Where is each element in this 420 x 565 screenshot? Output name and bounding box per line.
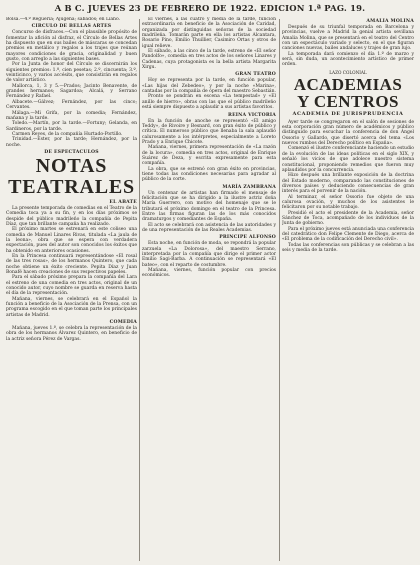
paragraph: El sábado, a las cinco de la tarde, estreno de «El señor Pandolfo», comedia en tres actos de los señores Linares y Cadenas, cuya protagonista es la bella artista Margarita Xirgu. <box>142 49 276 71</box>
paragraph: Ayer tarde se congregaron en el salón de sesiones de esta corporación gran número de académicos y público distinguido para escuchar la conferencia de don Ángel Ossorio y Gallardo, que disertó acerca del tema «Los nuevos rumbos del Derecho político en España». <box>282 119 414 147</box>
column-rule <box>279 19 280 561</box>
section-label: LAZO COLONIAL <box>329 69 367 75</box>
paragraph: Carmen Reyes, de la compañía Hurtado-Portillo. <box>12 131 123 137</box>
paragraph: Presidió el acto el presidente de la Academia, señor Sánchez de Toca, acompañado de los individuos de la Junta de gobierno. <box>282 210 414 227</box>
column-rule <box>139 19 140 561</box>
paragraph: Mañana, viernes, se celebrará en el Español la función a beneficio de la Asociación de la Prensa, con un programa escogido en el que toman parte los principales artistas de Madrid. <box>6 296 137 318</box>
section-subtitle: ACADEMIA DE JURISPRUDENCIA <box>292 110 404 117</box>
paragraph: Trinidad.—Ester, por la tarde; Hernández, por la noche. <box>6 137 137 148</box>
paragraph: La obra, que se estrenó con gran éxito en provincias, tiene todas las condiciones necesarias para agradar al público de la corte. <box>142 166 276 183</box>
column-1 <box>6 17 137 563</box>
column-2 <box>142 17 276 563</box>
section-title-line-1: ACADEMIAS <box>293 74 403 94</box>
paragraph: En la Princesa continuará representándose «El rosal de las tres rosas», de los hermanos Quintero, que cada noche obtiene un éxito creciente. Pepita Díaz y Juan Bonafé hacen creaciones de sus respectivos papeles. <box>6 254 137 276</box>
byline: EL ABATE <box>109 199 137 205</box>
section-heading: REINA VICTORIA <box>228 112 276 118</box>
paragraph: Hizo después una brillante exposición de la doctrina del Estado moderno, comparando las constituciones de diversos países y deduciendo consecuencias de gran interés para el porvenir de la nación. <box>282 173 414 195</box>
paragraph: La temporada dará comienzo el día 1.º de marzo y será, sin duda, un acontecimiento artístico de primer orden. <box>282 51 414 68</box>
paragraph: La presente temporada de comedias en el Teatro de la Comedia toca ya a su fin, y en los días próximos se despide del público madrileño la compañía de Pepita Díaz, que tan brillante campaña ha realizado. <box>6 205 137 227</box>
paragraph: Para el próximo jueves está anunciada una conferencia del catedrático don Felipe Clemente de Diego, acerca de «El problema de la codificación del Derecho civil». <box>282 226 414 243</box>
section-heading: GRAN TEATRO <box>235 72 276 78</box>
section-heading: CIRCULO DE BELLAS ARTES <box>31 24 112 30</box>
paragraph: El acto se celebrará con asistencia de las autoridades y de una representación de las Reales Academias. <box>142 222 276 234</box>
section-kicker: DE ESPECTACULOS <box>44 149 99 155</box>
paragraph: En la función de anoche se representó «El amigo Teddy», de Rivoire y Besnard, con gran éxito de público y crítica. El numeroso público que llenaba la sala aplaudió calurosamente a los intérpretes, especialmente a Loreto Prado y a Enrique Chicote. <box>142 118 276 145</box>
page-header: A B C. JUEVES 23 DE FEBRERO DE 1922. EDICION 1.ª PAG. 19. <box>54 3 366 13</box>
section-heading: MARÍA ZAMBRANA <box>222 184 276 190</box>
column-3 <box>282 17 414 563</box>
paragraph: Albacete.—Gálvez; Fernández, por las cinco; Cervantes. <box>6 99 137 111</box>
paragraph: Bolsa.—4.º Regueria; Ajugena; sabados; en Liaño. <box>6 17 121 22</box>
section-heading: PRINCIPE ALFONSO <box>219 235 276 241</box>
paragraph: Toledo.—Martín, por la tarde.—Fortuny; Gelanda, en Sardineros, por la tarde. <box>6 121 137 132</box>
paragraph: Mañana, jueves 1.º, se celebra la representación de la obra de los hermanos Álvarez Quintero, en beneficio de la actriz señora Pérez de Vargas. <box>6 326 137 342</box>
paragraph: Hoy se representa por la tarde, en función popular, «Las hijas del Zebedeo», y por la noche «Marina», cantadas por la compañía de ópera del maestro Sebastián. <box>142 78 276 95</box>
paragraph: Málaga.—Mi Grifa, por la comedia; Fernández, mañana y la tarde. <box>6 110 137 121</box>
section-title-line-2: Y CENTROS <box>297 91 399 111</box>
paragraph: Esta noche, en función de moda, se repondrá la popular zarzuela «La Dolorosa», del maestro Serrano, interpretada por la compañía que dirige el primer actor Emilio Sagi-Barba. A continuación se representará «El bateo», con el reparto de costumbre. <box>142 241 276 268</box>
paragraph: El viernes, a las cuatro y media de la tarde, función extraordinaria en beneficio de la Asociación de Caridad, organizada por distinguidas señoras de la sociedad madrileña. Tomarán parte en ella los artistas Alcantara, Rosario Pino, Emilio Thuillier, Casimiro Ortas y otros de igual relieve. <box>142 17 276 49</box>
paragraph: Mañana, viernes, función popular con precios económicos. <box>142 268 276 279</box>
columns <box>6 17 414 563</box>
paragraph: Un centenar de artistas han firmado el mensaje de felicitación que se ha dirigido a la ilustre actriz doña María Guerrero, con motivo del homenaje que se le tributará el próximo domingo en el teatro de la Princesa. Entre las firmas figuran las de los más conocidos dramaturgos y comediantes de España. <box>142 190 276 223</box>
paragraph: Mallorca, 1, 3 y 5.—Prados; Jacinto Benavente, de grandes hermanos; Sagardoa; Alcalá, y Serrano Fernández y Rafael. <box>6 83 137 100</box>
section-heading: COMEDIA <box>109 320 137 326</box>
paragraph: Comenzó el ilustre conferenciante haciendo un estudio de la evolución de las ideas políticas en el siglo XIX, y señaló los vicios de que adolece nuestro sistema constitucional, proponiendo remedios que fueron muy aplaudidos por la concurrencia. <box>282 146 414 173</box>
paragraph: Mañana, viernes, primera representación de «La razón de la locura», comedia en tres actos, original de Enrique Suárez de Deza, y escrita expresamente para esta compañía. <box>142 145 276 167</box>
paragraph: Pronto se pondrán en escena «La tempestad» y «El anillo de hierro», obras con las que el público madrileño está siempre dispuesto a aplaudir a sus artistas favoritos. <box>142 94 276 111</box>
paragraph: Después de su triunfal temporada en Barcelona y provincias, vuelve a Madrid la genial artista sevillana Amalia Molina, que se presentará en el teatro del Centro con un espectáculo variado y selecto, en el que figuran canciones nuevas, bailes andaluces y trajes de gran lujo. <box>282 25 414 52</box>
section-heading: AMALIA MOLINA <box>366 19 414 24</box>
paragraph: Concurso de disfraces.—Con el plausible propósito de fomentar la afición al disfraz, el Círculo de Bellas Artes ha dispuesto que en sus bailes de máscaras se concedan premios en metálico y regalos a los trajes que reúnan mayores condiciones de gracia, originalidad y buen gusto, con arreglo a las siguientes bases. <box>6 30 137 63</box>
paragraph: Por la Junta de honor del Círculo se discernirán los siguientes premios: 1.º, cien pesetas; 2.º, cincuenta; 3.º, veinticinco, y varios accésits, que consistirán en regalos de valor artístico. <box>6 62 137 84</box>
section-title: NOTAS TEATRALES <box>8 154 135 198</box>
paragraph: Todas las conferencias son públicas y se celebran a las seis y media de la tarde. <box>282 242 414 253</box>
paragraph: Para el sábado próximo prepara la compañía del Lara el estreno de una comedia en tres actos, original de un conocido autor, cuyo nombre se guarda en reserva hasta el día de la representación. <box>6 275 137 297</box>
paragraph: El próximo martes se estrenará en este coliseo una comedia de Manuel Linares Rivas, titulada «La jaula de la leona», obra que se espera con verdadera expectación, pues del autor son conocidos los éxitos que ha obtenido en anteriores ocasiones. <box>6 227 137 254</box>
paragraph: Al terminar, el señor Ossorio fue objeto de una calurosa ovación, y muchos de los asistentes le felicitaron por su notable trabajo. <box>282 194 414 211</box>
